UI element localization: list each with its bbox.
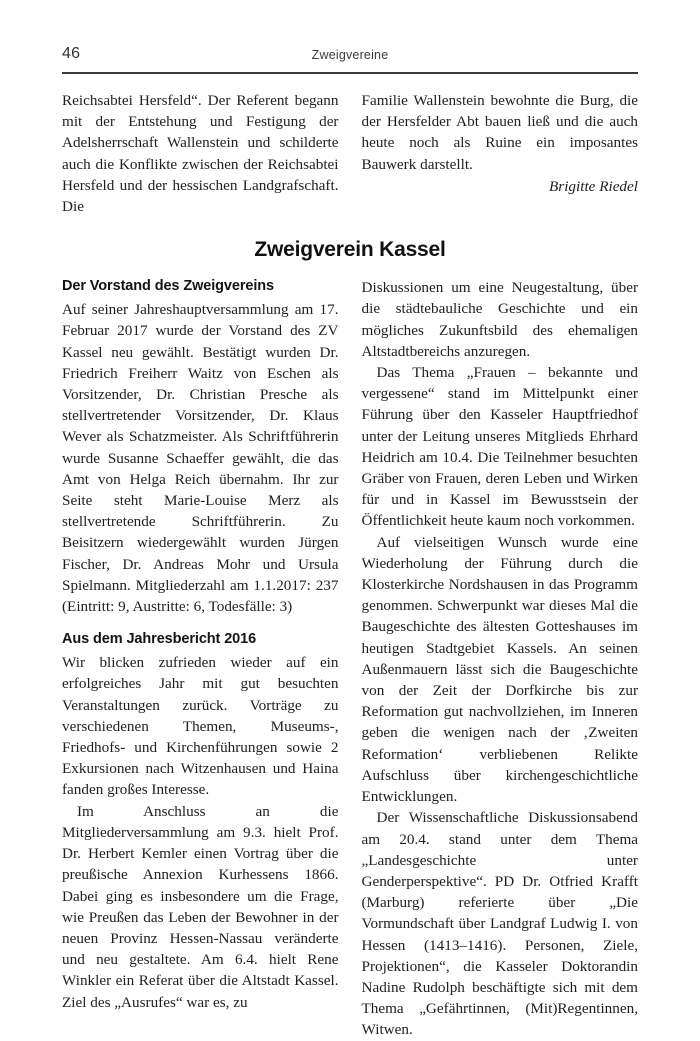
paragraph-vorstand: Auf seiner Jahreshauptversammlung am 17. Februar 2017 wurde der Vorstand des ZV Kassel neu gewählt. Bestätigt wurden Dr. Friedrich Freiherr Waitz von Eschen als Vorsitzender, Dr. Christian Presche als stellvertretender Vorsitzender, Dr. Klaus Wever als Schatzmeister. Als Schriftführerin wurde Susanne Schaeffer gewählt, die das Amt von Helga Reich übernahm. Ihr zur Seite steht Marie-Louise Merz als stellvertretende Schriftführerin. Zu Beisitzern wiedergewählt wurden Jürgen Fischer, Dr. Andreas Mohr und Ursula Spielmann. Mitgliederzahl am 1.1.2017: 237 (Eintritt: 9, Austritte: 6, Todesfälle: 3) bbox=[62, 301, 339, 616]
previous-article-continuation bbox=[62, 90, 638, 217]
subhead-vorstand: Der Vorstand des Zweigvereins bbox=[62, 278, 274, 295]
article-title: Zweigverein Kassel bbox=[254, 238, 446, 262]
paragraph-continuation-right: Familie Wallenstein bewohnte die Burg, die der Hersfelder Abt bauen ließ und die auch heute noch als Ruine ein imposantes Bauwerk darstellt. bbox=[361, 92, 638, 173]
paragraph-continuation: Diskussionen um eine Neugestaltung, über die städtebauliche Geschichte und ein mögliches Zukunftsbild des ehemaligen Altstadtbereichs anzuregen. bbox=[361, 279, 638, 360]
article-body bbox=[62, 277, 638, 1040]
right-column-top bbox=[362, 90, 639, 217]
subhead-jahresbericht: Aus dem Jahresbericht 2016 bbox=[62, 631, 257, 648]
running-header bbox=[62, 45, 638, 74]
paragraph-jahresbericht-2: Im Anschluss an die Mitgliederversammlung am 9.3. hielt Prof. Dr. Herbert Kemler einen Vortrag über die preußische Annexion Kurhessens 1866. Dabei ging es insbesondere um die Frage, wie Preußen das Leben der Bewohner in der neuen Provinz Hessen-Nassau veränderte und neu gestaltete. Am 6.4. hielt Rene Winkler ein Referat über die Altstadt Kassel. Ziel des „Ausrufes“ war es, zu bbox=[62, 802, 339, 1011]
page-number: 46 bbox=[62, 45, 81, 62]
left-column-top bbox=[62, 90, 339, 217]
right-column bbox=[362, 277, 639, 1040]
running-head-title: Zweigvereine bbox=[311, 48, 389, 62]
author-signature: Brigitte Riedel bbox=[549, 177, 638, 195]
paragraph-jahresbericht-1: Wir blicken zufrieden wieder auf ein erfolgreiches Jahr mit gut besuchten Veranstaltungen zurück. Vorträge zu verschiedenen Themen, Museums-, Friedhofs- und Kirchenführungen sowie 2 Exkursionen nach Witzenhausen und Haina fanden großes Interesse. bbox=[62, 654, 339, 799]
left-column bbox=[62, 277, 339, 1040]
paragraph-frauen-fuehrung: Das Thema „Frauen – bekannte und vergessene“ stand im Mittelpunkt einer Führung über den Kasseler Hauptfriedhof unter der Leitung unseres Mitglieds Ehrhard Heidrich am 10.4. Die Teilnehmer besuchten Gräber von Frauen, deren Leben und Wirken für und in Kassel im Bewusstsein der Öffentlichkeit heute kaum noch vorkommen. bbox=[361, 364, 638, 530]
paragraph-continuation-left: Reichsabtei Hersfeld“. Der Referent begann mit der Entstehung und Festigung der Adelsherrschaft Wallenstein und schilderte auch die Konflikte zwischen der Reichsabtei Hersfeld und der hessischen Landgrafschaft. Die bbox=[62, 92, 339, 216]
paragraph-klosterkirche: Auf vielseitigen Wunsch wurde eine Wiederholung der Führung durch die Klosterkirche Nordshausen in das Programm genommen. Schwerpunkt war dieses Mal die Baugeschichte des ältesten Gotteshauses im heutigen Stadtgebiet Kassels. An seinen Außenmauern lässt sich die Baugeschichte von der Zeit der Dorfkirche bis zur Reformation gut nachvollziehen, im Inneren geben die wenigen nach der ‚Zweiten Reformation‘ verbliebenen Relikte Aufschluss über kirchengeschichtliche Entwicklungen. bbox=[361, 533, 638, 806]
paragraph-diskussionsabend: Der Wissenschaftliche Diskussionsabend am 20.4. stand unter dem Thema „Landesgeschichte unter Genderperspektive“. PD Dr. Otfried Krafft (Marburg) referierte über „Die Vormundschaft über Landgraf Ludwig I. von Hessen (1413–1416). Personen, Ziele, Projektionen“, die Kasseler Doktorandin Nadine Rudolph beschäftigte sich mit dem Thema „Gefährtinnen, (Mit)Regentinnen, Witwen. bbox=[361, 809, 638, 1039]
